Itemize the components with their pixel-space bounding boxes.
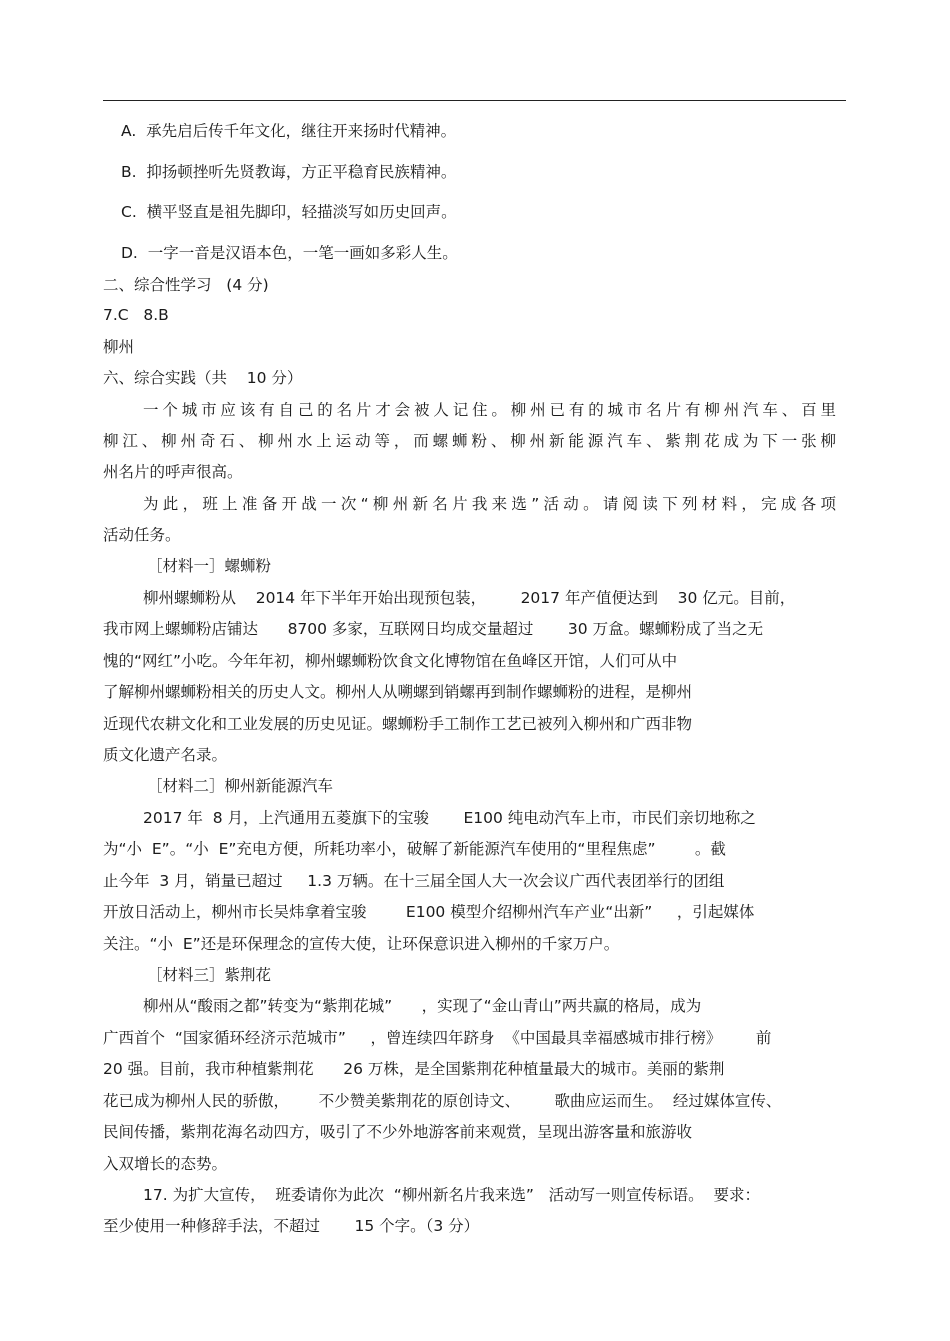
- material1-line: 了解柳州螺蛳粉相关的历史人文。柳州人从嗍螺到销螺再到制作螺蛳粉的进程，是柳州: [103, 683, 693, 701]
- material3-heading: ［材料三］紫荆花: [147, 966, 272, 984]
- material3-line: 民间传播，紫荆花海名动四方，吸引了不少外地游客前来观赏，呈现出游客量和旅游收: [103, 1123, 693, 1141]
- material3-line: 柳州从“酸雨之都”转变为“紫荆花城” ，实现了“金山青山”两共赢的格局，成为: [143, 997, 702, 1015]
- material3-line: 广西首个 “国家循环经济示范城市” ，曾连续四年跻身 《中国最具幸福感城市排行榜》 前: [103, 1029, 772, 1047]
- intro-line: 活动任务。: [103, 526, 181, 544]
- material1-line: 愧的“网红”小吃。今年年初，柳州螺蛳粉饮食文化博物馆在鱼峰区开馆，人们可从中: [103, 652, 678, 670]
- option-b: B. 抑扬顿挫听先贤教诲，方正平稳育民族精神。: [121, 163, 457, 181]
- city-word: 柳州: [103, 338, 135, 356]
- option-d: D. 一字一音是汉语本色，一笔一画如多彩人生。: [121, 244, 458, 262]
- material2-heading: ［材料二］柳州新能源汽车: [147, 777, 334, 795]
- material2-line: 开放日活动上，柳州市长吴炜拿着宝骏 E100 模型介绍柳州汽车产业“出新” ，引起媒体: [103, 903, 755, 921]
- section2-heading: 二、综合性学习 (4 分): [103, 276, 269, 294]
- option-a: A. 承先启后传千年文化，继往开来扬时代精神。: [121, 122, 457, 140]
- option-c: C. 横平竖直是祖先脚印，轻描淡写如历史回声。: [121, 203, 457, 221]
- intro-line: 一个城市应该有自己的名片才会被人记住。柳州已有的城市名片有柳州汽车、百里: [143, 401, 836, 419]
- material1-line: 质文化遗产名录。: [103, 746, 228, 764]
- material2-line: 2017 年 8 月，上汽通用五菱旗下的宝骏 E100 纯电动汽车上市，市民们亲切地称之: [143, 809, 756, 827]
- material1-line: 柳州螺蛳粉从 2014 年下半年开始出现预包装， 2017 年产值便达到 30 亿元。目前，: [143, 589, 796, 607]
- material2-line: 关注。“小 E”还是环保理念的宣传大使，让环保意识进入柳州的千家万户。: [103, 935, 620, 953]
- material2-line: 为“小 E”。“小 E”充电方便，所耗功率小，破解了新能源汽车使用的“里程焦虑” 。截: [103, 840, 726, 858]
- material3-line: 20 强。目前，我市种植紫荆花 26 万株，是全国紫荆花种植量最大的城市。美丽的紫荆: [103, 1060, 725, 1078]
- section6-heading: 六、综合实践（共 10 分）: [103, 369, 303, 387]
- material3-line: 花已成为柳州人民的骄傲， 不少赞美紫荆花的原创诗文、 歌曲应运而生。 经过媒体宣传、: [103, 1092, 782, 1110]
- material2-line: 止今年 3 月，销量已超过 1.3 万辆。在十三届全国人大一次会议广西代表团举行的团组: [103, 872, 725, 890]
- answers-line: 7.C 8.B: [103, 306, 169, 324]
- intro-line: 州名片的呼声很高。: [103, 463, 243, 481]
- top-rule: [103, 100, 846, 101]
- intro-line: 为此，班上准备开战一次“柳州新名片我来选”活动。请阅读下列材料，完成各项: [143, 495, 836, 513]
- question17-line: 17. 为扩大宣传， 班委请你为此次 “柳州新名片我来选” 活动写一则宣传标语。 要求：: [143, 1186, 760, 1204]
- material1-line: 近现代农耕文化和工业发展的历史见证。螺蛳粉手工制作工艺已被列入柳州和广西非物: [103, 715, 693, 733]
- intro-line: 柳江、柳州奇石、柳州水上运动等，而螺蛳粉、柳州新能源汽车、紫荆花成为下一张柳: [103, 432, 836, 450]
- material1-line: 我市网上螺蛳粉店铺达 8700 多家，互联网日均成交量超过 30 万盒。螺蛳粉成了当之无: [103, 620, 764, 638]
- material3-line: 入双增长的态势。: [103, 1155, 228, 1173]
- material1-heading: ［材料一］螺蛳粉: [147, 557, 272, 575]
- question17-line: 至少使用一种修辞手法，不超过 15 个字。（3 分）: [103, 1217, 480, 1235]
